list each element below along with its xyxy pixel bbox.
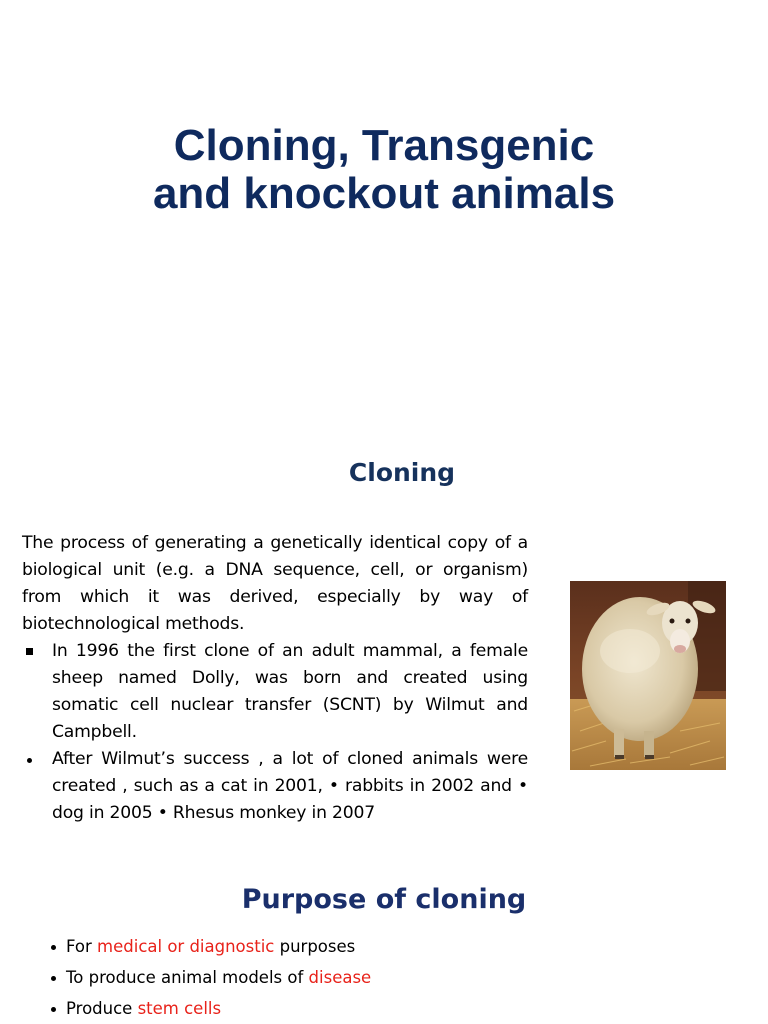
- title-line-2: and knockout animals: [152, 169, 616, 218]
- slide-title: [40, 122, 728, 218]
- fact-cloned-animals-text: After Wilmut’s success , a lot of cloned animals were created , such as a cat in 2001, • rabbits in 2002 and • dog in 2005 • Rhesus monkey in 2007: [52, 749, 528, 823]
- fact-dolly: [22, 638, 528, 746]
- cloning-definition: The process of generating a genetically identical copy of a biological unit (e.g. a DNA sequence, cell, or organism) from which it was derived, especially by way of biotechnological methods.: [22, 533, 528, 634]
- dolly-sheep-photo: [570, 581, 726, 770]
- purpose-item-highlight: disease: [308, 968, 372, 987]
- purpose-item-disease-models: [46, 962, 506, 993]
- purpose-item-stem-cells: [46, 993, 506, 1024]
- purpose-item-medical: [46, 931, 506, 962]
- purpose-item-highlight: stem cells: [137, 999, 222, 1018]
- fact-cloned-animals: [22, 746, 528, 827]
- purpose-item-text: purposes: [274, 937, 356, 956]
- fact-dolly-text: In 1996 the first clone of an adult mammal, a female sheep named Dolly, was born and created using somatic cell nuclear transfer (SCNT) by Wilmut and Campbell.: [52, 641, 528, 742]
- title-line-1: Cloning, Transgenic: [173, 121, 595, 170]
- cloning-body: [22, 530, 528, 827]
- cloning-heading: Cloning: [348, 458, 456, 487]
- purpose-item-highlight: medical or diagnostic: [97, 937, 275, 956]
- purpose-item-text: To produce animal models of: [66, 968, 309, 987]
- purpose-heading: Purpose of cloning: [241, 884, 527, 915]
- purpose-list: [46, 931, 506, 1024]
- cloning-facts-list: [22, 638, 528, 827]
- purpose-item-text: For: [66, 937, 98, 956]
- purpose-item-text: Produce: [66, 999, 138, 1018]
